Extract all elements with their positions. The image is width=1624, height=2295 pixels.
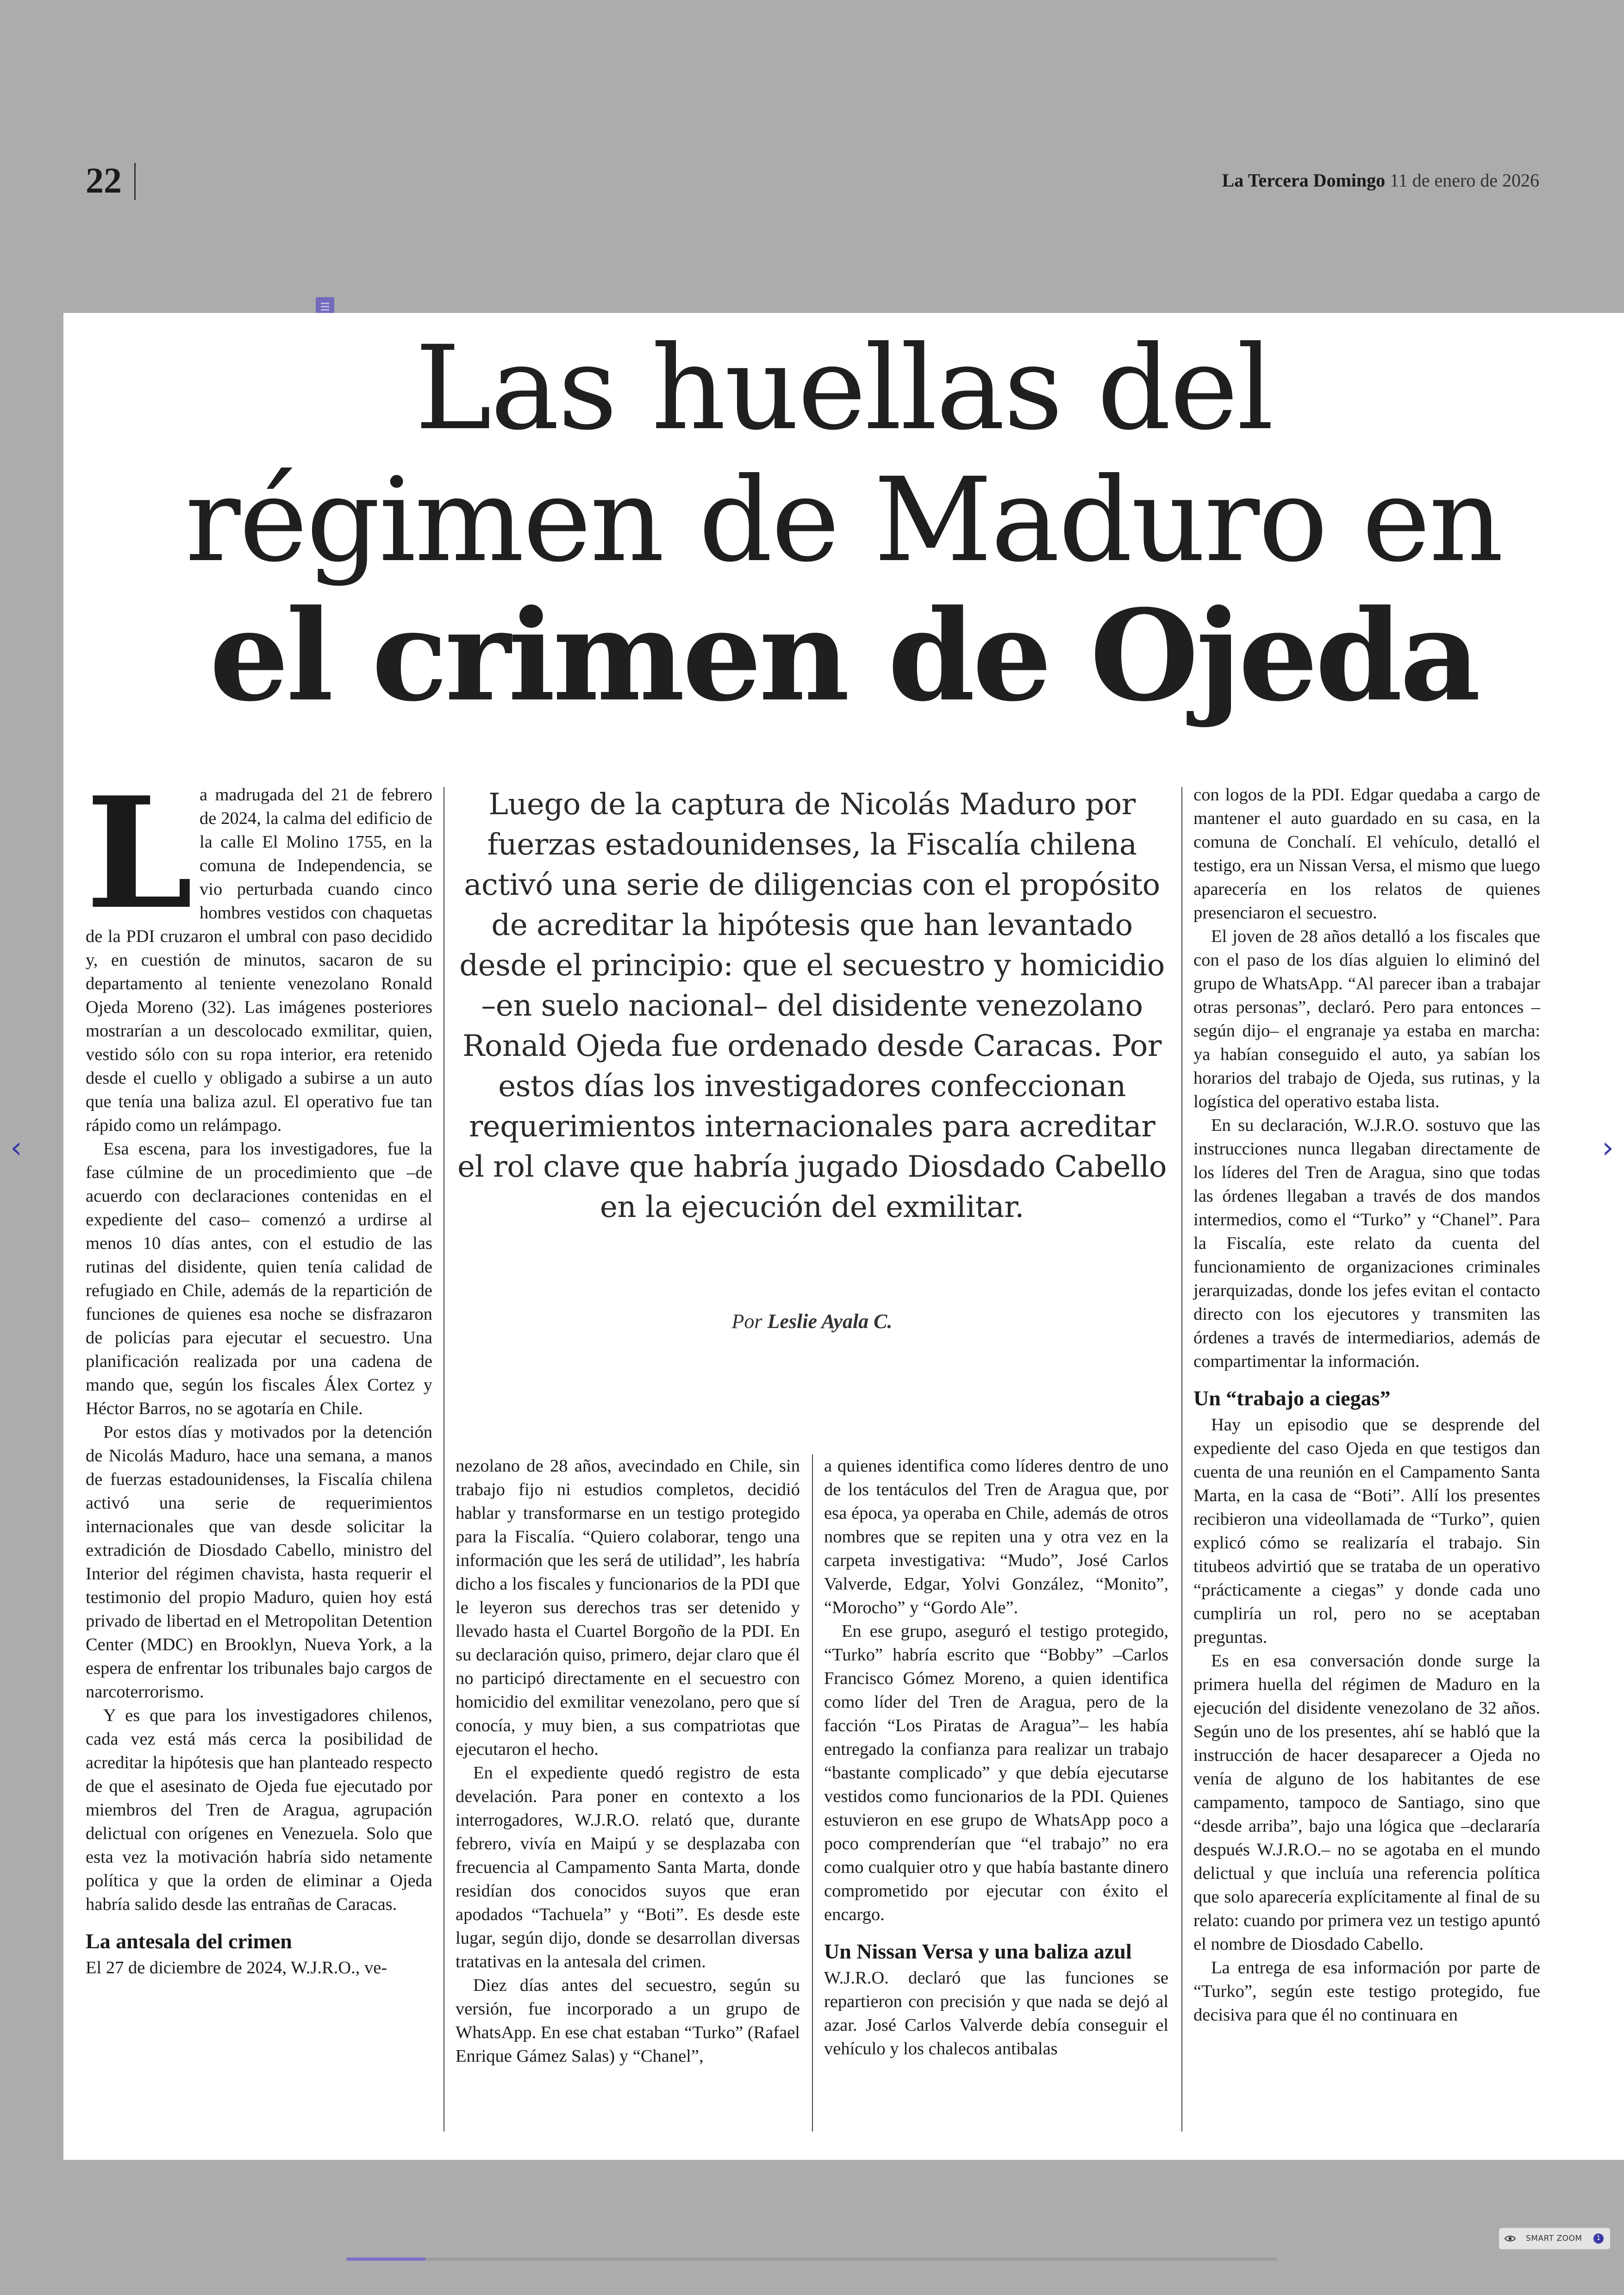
article-column-4 <box>1193 783 1540 2027</box>
smart-zoom-button[interactable] <box>1499 2228 1610 2249</box>
publication-date: 11 de enero de 2026 <box>1390 170 1539 191</box>
article-paragraph: con logos de la PDI. Edgar quedaba a cargo de mantener el auto guardado en su casa, en la comuna de Conchalí. El vehículo, detalló el testigo, era un Nissan Versa, el mismo que luego aparecería en los relatos de quienes presenciaron el secuestro. <box>1193 785 1540 923</box>
article-paragraph: nezolano de 28 años, avecindado en Chile, sin trabajo fijo ni estudios completos, decidió hablar y transformarse en un testigo protegido para la Fiscalía. “Quiero colaborar, tengo una información que les será de utilidad”, les habría dicho a los fiscales y funcionarios de la PDI que le leyeron sus derechos tras ser detenido y llevado hasta el Cuartel Borgoño de la PDI. En su declaración quiso, primero, dejar claro que él no participó directamente en el secuestro con homicidio del exmilitar venezolano, pero que sí conocía, y muy bien, a sus compatriotas que ejecutaron el hecho. <box>456 1456 800 1759</box>
article-paragraph: Y es que para los investigadores chilenos, cada vez está más cerca la posibilidad de acreditar la hipótesis que han planteado respecto de que el asesinato de Ojeda fue ejecutado por miembros del Tren de Aragua, agrupación delictual con orígenes en Venezuela. Solo que esta vez la motivación habría sido netamente política y que la orden de eliminar a Ojeda habría salido desde las entrañas de Caracas. <box>86 1706 432 1914</box>
article-paragraph: Es en esa conversación donde surge la primera huella del régimen de Maduro en la ejecución del disidente venezolano de 32 años. Según uno de los presentes, ahí se habló que la instrucción de hacer desaparecer a Ojeda no venía de alguno de los habitantes de ese campamento, tampoco de Santiago, sino que “desde arriba”, bajo una lógica que –declararía después W.J.R.O.– no se agotaba en el mundo delictual y que incluía una referencia política que solo aparecería explícitamente al final de su relato: cuando por primera vez un testigo apuntó el nombre de Diosdado Cabello. <box>1193 1651 1540 1954</box>
publication-name: La Tercera Domingo <box>1222 170 1386 191</box>
page-header <box>86 157 1539 208</box>
byline-author: Leslie Ayala C. <box>767 1310 893 1333</box>
smart-zoom-label: SMART ZOOM <box>1526 2234 1582 2243</box>
article-column-1 <box>86 763 432 1980</box>
next-page-icon[interactable]: › <box>1602 1131 1614 1165</box>
article-paragraph: Por estos días y motivados por la detención de Nicolás Maduro, hace una semana, a manos de fuerzas estadounidenses, la Fiscalía chilena activó una serie de requerimientos internacionales que van desde solicitar la extradición de Diosdado Cabello, ministro del Interior del régimen chavista, hasta requerir el testimonio del propio Maduro, quien hoy está privado de libertad en el Metropolitan Detention Center (MDC) en Brooklyn, Nueva York, a la espera de enfrentar los tribunales bajo cargos de narcoterrorismo. <box>86 1422 432 1702</box>
header-divider <box>134 163 136 200</box>
article-paragraph: El joven de 28 años detalló a los fiscales que con el paso de los días alguien lo eliminó del grupo de WhatsApp. “Al parecer iban a trabajar otras personas”, declaró. Pero para entonces –según dijo– el engranaje ya estaba en marcha: ya habían conseguido el auto, ya sabían los horarios del trabajo de Ojeda, sus rutinas, y la logística del operativo estaba lista. <box>1193 927 1540 1111</box>
reading-progress-bar[interactable] <box>346 2258 1278 2261</box>
article-headline <box>63 321 1624 729</box>
article-paragraph: En ese grupo, aseguró el testigo protegido, “Turko” habría escrito que “Bobby” –Carlos Francisco Gómez Moreno, a quien identifica como líder del Tren de Aragua, pero de la facción “Los Piratas de Aragua”– les había entregado la confianza para realizar un trabajo “bastante complicado” y que debía ejecutarse vestidos como funcionarios de la PDI. Quienes estuvieron en ese grupo de WhatsApp poco a poco comprenderían que “el trabajo” no era como cualquier otro y que había bastante dinero comprometido por ejecutar con éxito el encargo. <box>824 1621 1168 1924</box>
eye-icon <box>1505 2234 1516 2243</box>
reading-progress-fill <box>346 2258 425 2261</box>
article-deck: Luego de la captura de Nicolás Maduro por fuerzas estadounidenses, la Fiscalía chilena activó una serie de diligencias con el propósito de acreditar la hipótesis que han levantado desde el principio: que el secuestro y homicidio –en suelo nacional– del disidente venezolano Ronald Ojeda fue ordenado desde Caracas. Por estos días los investigadores confeccionan requerimientos internacionales para acreditar el rol clave que habría jugado Diosdado Cabello en la ejecución del exmilitar. <box>457 787 1167 1224</box>
article-paragraph: En su declaración, W.J.R.O. sostuvo que las instrucciones nunca llegaban directamente de los líderes del Tren de Aragua, sino que todas las órdenes llegaban a través de dos mandos intermedios, como el “Turko” y “Chanel”. Para la Fiscalía, este relato da cuenta del funcionamiento de organizaciones criminales jerarquizadas, donde los jefes evitan el contacto directo con los ejecutores y transmiten las órdenes a través de intermediarios, además de compartimentar la información. <box>1193 1116 1540 1371</box>
headline-line-3: el crimen de Ojeda <box>209 582 1478 729</box>
article-paragraph: Esa escena, para los investigadores, fue la fase cúlmine de un procedimiento que –de acuerdo con declaraciones contenidas en el expediente del caso– comenzó a urdirse al menos 10 días antes, con el estudio de las rutinas del disidente, quien tenía calidad de refugiado en Chile, además de la repartición de funciones de quienes esa noche se disfrazaron de policías para ejecutar el secuestro. Una planificación realizada por una cadena de mando que, según los fiscales Álex Cortez y Héctor Barros, no se agotaría en Chile. <box>86 1139 432 1418</box>
column-rule <box>443 787 444 2132</box>
subheading: La antesala del crimen <box>86 1929 292 1953</box>
article-paragraph: La entrega de esa información por parte de “Turko”, según este testigo protegido, fue decisiva para que él no continuara en <box>1193 1958 1540 2025</box>
column-rule <box>1181 787 1182 2132</box>
headline-line-2: régimen de Maduro en <box>185 453 1502 587</box>
previous-page-icon[interactable]: ‹ <box>10 1131 22 1165</box>
byline-prefix: Por <box>731 1310 762 1333</box>
byline <box>456 1308 1168 1335</box>
article-column-3 <box>824 1454 1168 2061</box>
subheading: Un Nissan Versa y una baliza azul <box>824 1940 1132 1963</box>
article-paragraph: a quienes identifica como líderes dentro de uno de los tentáculos del Tren de Aragua que, por esa época, ya operaba en Chile, además de otros nombres que se repiten una y otra vez en la carpeta investigativa: “Mudo”, José Carlos Valverde, Edgar, Yolvi González, “Monito”, “Morocho” y “Gordo Ale”. <box>824 1456 1168 1617</box>
article-paragraph: Diez días antes del secuestro, según su versión, fue incorporado a un grupo de WhatsApp. En ese chat estaban “Turko” (Rafael Enrique Gámez Salas) y “Chanel”, <box>456 1976 800 2066</box>
dateline <box>1222 167 1539 194</box>
headline-line-1: Las huellas del <box>415 321 1273 455</box>
paragraph-text: a madrugada del 21 de febrero de 2024, la calma del edificio de la calle El Molino 1755, en la comuna de Independencia, se vio perturbada cuando cinco hombres vestidos con chaquetas de la PDI cruzaron el umbral con paso decidido y, en cuestión de minutos, sacaron de su departamento al teniente venezolano Ronald Ojeda Moreno (32). Las imágenes posteriores mostrarían a un descolocado exmilitar, quien, vestido sólo con su ropa interior, era retenido desde el cuello y obligado a subirse a un auto que tenía una baliza azul. El operativo fue tan rápido como un relámpago. <box>86 785 432 1135</box>
smart-zoom-badge: 1 <box>1593 2233 1604 2244</box>
column-rule <box>812 1454 813 2132</box>
drop-cap: L <box>86 763 194 943</box>
article-column-2 <box>456 1454 800 2068</box>
article-paragraph: El 27 de diciembre de 2024, W.J.R.O., ve- <box>86 1958 387 1977</box>
article-paragraph <box>86 763 432 1137</box>
article-paragraph: W.J.R.O. declaró que las funciones se repartieron con precisión y que nada se dejó al azar. José Carlos Valverde debía conseguir el vehículo y los chalecos antibalas <box>824 1968 1168 2058</box>
article-paragraph: Hay un episodio que se desprende del expediente del caso Ojeda en que testigos dan cuenta de una reunión en el Campamento Santa Marta, en la casa de “Boti”. Allí los presentes recibieron una videollamada de “Turko”, quien explicó cómo se realizaría el trabajo. Sin titubeos advirtió que se trataba de un operativo “prácticamente a ciegas” y donde cada uno cumpliría un rol, pero no se aceptaban preguntas. <box>1193 1415 1540 1647</box>
page-number: 22 <box>86 160 122 200</box>
subheading: Un “trabajo a ciegas” <box>1193 1386 1391 1410</box>
article-paragraph: En el expediente quedó registro de esta develación. Para poner en contexto a los interrogadores, W.J.R.O. relató que, durante febrero, vivía en Maipú y se desplazaba con frecuencia al Campamento Santa Marta, donde residían dos conocidos suyos que eran apodados “Tachuela” y “Boti”. Es desde este lugar, según dijo, donde se desarrollan diversas tratativas en la antesala del crimen. <box>456 1763 800 1971</box>
